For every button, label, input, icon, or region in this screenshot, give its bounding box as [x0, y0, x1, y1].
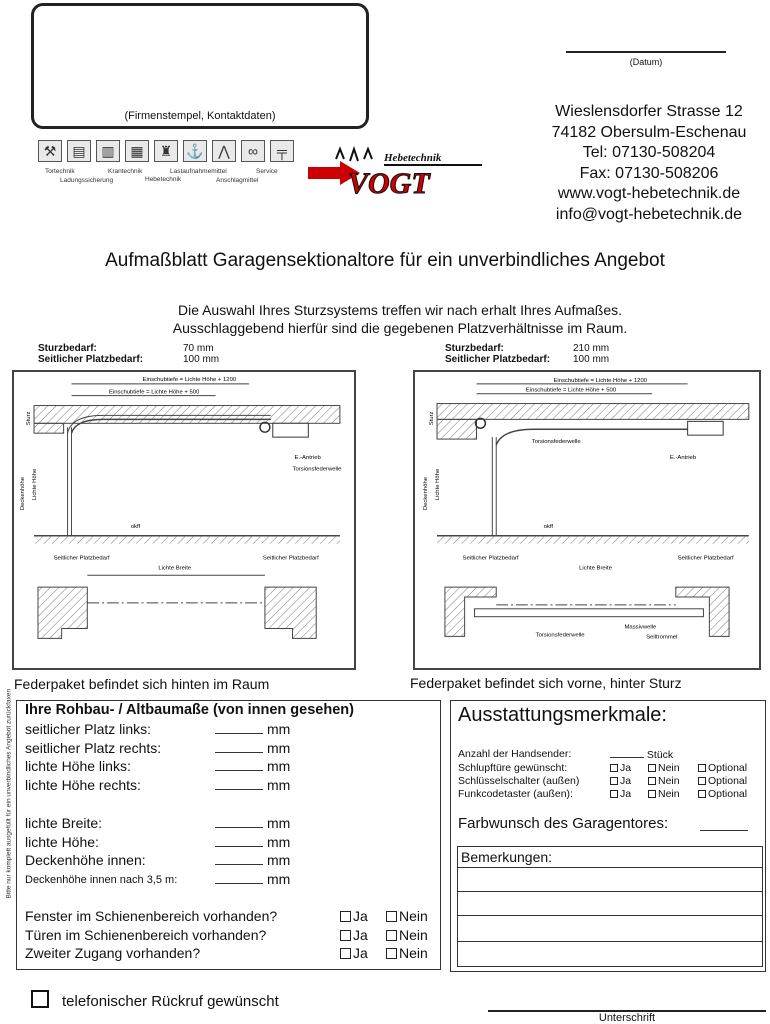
remarks-line	[458, 941, 762, 942]
caption-front-spring: Federpaket befindet sich vorne, hinter Sturz	[410, 675, 682, 691]
category-tortechnik: Tortechnik	[45, 168, 75, 175]
feature-nein[interactable]	[648, 788, 680, 800]
measure-row	[25, 834, 99, 850]
nein-label: Nein	[658, 762, 680, 774]
question-access: Zweiter Zugang vorhanden?	[25, 945, 201, 961]
einschub-1200-right: Einschubtiefe = Lichte Höhe + 1200	[553, 377, 648, 384]
checkbox[interactable]	[386, 930, 397, 941]
company-address	[530, 102, 768, 225]
category-krantechnik: Krantechnik	[108, 168, 143, 175]
right-platz-value: 100 mm	[573, 354, 610, 365]
address-city: 74182 Obersulm-Eschenau	[551, 123, 747, 141]
category-hebetechnik: Hebetechnik	[145, 176, 182, 183]
signature-caption: Unterschrift	[598, 1012, 656, 1024]
label-seitlich-right: Seitlicher Platzbedarf	[262, 555, 319, 562]
label-okff-right: okff	[543, 523, 554, 530]
feature-optional[interactable]	[698, 775, 747, 787]
feature-row-label: Schlupftüre gewünscht:	[458, 762, 568, 774]
checkbox[interactable]	[340, 911, 351, 922]
stueck-label: Stück	[646, 749, 674, 761]
question-window: Fenster im Schienenbereich vorhanden?	[25, 908, 278, 924]
left-sturz-value: 70 mm	[183, 343, 214, 354]
hoist-icon: ♜	[154, 140, 178, 162]
label-e-antrieb: E.-Antrieb	[294, 454, 321, 461]
logo-big-text: VOGT	[348, 167, 430, 195]
remarks-line	[458, 891, 762, 892]
ja-label: Ja	[620, 788, 632, 800]
intro-text	[0, 301, 770, 337]
measure-row	[25, 815, 102, 831]
checkbox[interactable]	[386, 948, 397, 959]
chain-icon: ∞	[241, 140, 265, 162]
einschub-1200: Einschubtiefe = Lichte Höhe + 1200	[142, 376, 237, 383]
garage-door-icon: ▥	[96, 140, 120, 162]
left-sturz-label: Sturzbedarf:	[38, 343, 97, 354]
unit-mm: mm	[267, 815, 291, 831]
right-platz-label: Seitlicher Platzbedarf:	[445, 354, 551, 365]
company-stamp-field[interactable]	[31, 3, 369, 129]
label-deckenhoehe: Deckenhöhe	[20, 476, 27, 511]
left-platz-value: 100 mm	[183, 354, 220, 365]
measure-label: seitlicher Platz rechts:	[25, 740, 162, 756]
optional-label: Optional	[708, 775, 748, 787]
feature-ja[interactable]	[610, 775, 631, 787]
farbwunsch-label: Farbwunsch des Garagentores:	[458, 815, 669, 832]
nein-label: Nein	[658, 775, 680, 787]
measure-row	[25, 777, 141, 793]
lifting-beam-icon: ╤	[270, 140, 294, 162]
unit-mm: mm	[267, 852, 291, 868]
measure-label: lichte Breite:	[25, 815, 103, 831]
measure-label: seitlicher Platz links:	[25, 721, 152, 737]
page-title: Aufmaßblatt Garagensektionaltore für ein unverbindliches Angebot	[105, 250, 665, 271]
einschub-500-right: Einschubtiefe = Lichte Höhe + 500	[525, 387, 617, 394]
measure-row	[25, 721, 151, 737]
checkbox[interactable]	[648, 777, 656, 785]
label-lichte-hoehe: Lichte Höhe	[31, 468, 38, 501]
optional-label: Optional	[708, 788, 748, 800]
address-email: info@vogt-hebetechnik.de	[555, 205, 743, 223]
measure-row	[25, 740, 161, 756]
measure-label: Deckenhöhe innen nach 3,5 m:	[25, 874, 178, 886]
measures-heading: Ihre Rohbau- / Altbaumaße (von innen gesehen)	[25, 702, 354, 718]
ja-label: Ja	[620, 762, 632, 774]
checkbox[interactable]	[610, 790, 618, 798]
features-heading: Ausstattungsmerkmale:	[458, 704, 667, 726]
feature-nein[interactable]	[648, 762, 680, 774]
unit-mm: mm	[267, 834, 291, 850]
ja-label: Ja	[620, 775, 632, 787]
nein-label: Nein	[658, 788, 680, 800]
label-torsion-right: Torsionsfederwelle	[531, 439, 581, 446]
remarks-line	[458, 867, 762, 868]
torsion-spring-icon	[260, 422, 270, 432]
measure-input[interactable]	[215, 758, 290, 774]
ja-label: Ja	[353, 945, 368, 961]
nein-label: Nein	[399, 908, 428, 924]
ceiling-hatch	[34, 406, 340, 424]
left-spec	[38, 343, 220, 365]
label-seitlich-left-right: Seitlicher Platzbedarf	[462, 555, 519, 562]
unit-mm: mm	[267, 871, 291, 887]
question-doors-ja[interactable]	[340, 927, 368, 943]
checkbox[interactable]	[648, 764, 656, 772]
label-seiltrommel: Seiltrommel	[646, 634, 678, 641]
intro-line-2: Ausschlaggebend hierfür sind die gegebenen Platzverhältnisse im Raum.	[172, 320, 628, 336]
stamp-caption: (Firmenstempel, Kontaktdaten)	[124, 110, 276, 122]
label-seitlich-right-right: Seitlicher Platzbedarf	[677, 555, 734, 562]
measure-row	[25, 758, 131, 774]
unit-mm: mm	[267, 721, 291, 737]
measure-input[interactable]	[215, 871, 290, 887]
measure-input[interactable]	[215, 777, 290, 793]
hook-icon: ⚓	[183, 140, 207, 162]
e-antrieb-box	[273, 423, 309, 437]
logo-small-text: Hebetechnik	[384, 152, 442, 164]
feature-optional[interactable]	[698, 762, 747, 774]
feature-row-label: Funkcodetaster (außen):	[458, 788, 573, 800]
address-tel: Tel: 07130-508204	[582, 144, 716, 161]
label-e-antrieb-right: E.-Antrieb	[669, 454, 697, 461]
remarks-field[interactable]	[457, 846, 763, 967]
checkbox[interactable]	[340, 930, 351, 941]
question-access-nein[interactable]	[386, 945, 428, 961]
label-sturz: Sturz	[26, 411, 33, 426]
address-web: www.vogt-hebetechnik.de	[557, 185, 741, 202]
date-caption: (Datum)	[629, 57, 663, 67]
measure-input[interactable]	[215, 834, 290, 850]
category-anschlagmittel: Anschlagmittel	[216, 177, 259, 184]
label-lichte-breite-right: Lichte Breite	[579, 565, 612, 572]
farbwunsch-input[interactable]	[700, 830, 748, 831]
label-massivwelle: Massivwelle	[624, 624, 657, 631]
right-sturz-value: 210 mm	[573, 343, 610, 354]
feature-ja[interactable]	[610, 762, 631, 774]
caption-rear-spring: Federpaket befindet sich hinten im Raum	[14, 676, 270, 692]
unit-mm: mm	[267, 740, 291, 756]
right-sturz-label: Sturzbedarf:	[445, 343, 504, 354]
optional-label: Optional	[708, 762, 748, 774]
label-okff: okff	[130, 523, 141, 530]
right-spec	[445, 343, 610, 365]
checkbox[interactable]	[698, 790, 706, 798]
feature-optional[interactable]	[698, 788, 747, 800]
callback-checkbox[interactable]	[31, 990, 49, 1008]
checkbox[interactable]	[698, 777, 706, 785]
feature-nein[interactable]	[648, 775, 680, 787]
ja-label: Ja	[353, 927, 368, 943]
diagram-front-spring	[413, 370, 761, 670]
question-window-ja[interactable]	[340, 908, 368, 924]
label-lichte-hoehe-right: Lichte Höhe	[435, 468, 441, 501]
checkbox[interactable]	[698, 764, 706, 772]
category-ladungssicherung: Ladungssicherung	[60, 177, 114, 184]
question-access-ja[interactable]	[340, 945, 368, 961]
address-fax: Fax: 07130-508206	[579, 164, 719, 182]
address-street: Wieslensdorfer Strasse 12	[555, 103, 743, 120]
nein-label: Nein	[399, 927, 428, 943]
floor-hatch	[34, 536, 340, 544]
checkbox[interactable]	[648, 790, 656, 798]
feature-ja[interactable]	[610, 788, 631, 800]
measure-input[interactable]	[215, 852, 290, 868]
fax-note-vertical: Bitte nur komplett ausgefüllt für ein unverbindliches Angebot zurückfaxen	[5, 688, 13, 899]
measure-label: lichte Höhe links:	[25, 758, 131, 774]
handsender-label: Anzahl der Handsender:	[458, 748, 572, 760]
checkbox[interactable]	[340, 948, 351, 959]
measure-input[interactable]	[215, 721, 290, 737]
left-platz-label: Seitlicher Platzbedarf:	[38, 354, 144, 365]
question-window-nein[interactable]	[386, 908, 428, 924]
label-lichte-breite: Lichte Breite	[158, 565, 192, 572]
remarks-line	[458, 915, 762, 916]
unit-mm: mm	[267, 758, 291, 774]
intro-line-1: Die Auswahl Ihres Sturzsystems treffen wir nach erhalt Ihres Aufmaßes.	[177, 302, 623, 318]
crane-icon: ▦	[125, 140, 149, 162]
label-torsion-bottom: Torsionsfederwelle	[535, 632, 585, 639]
sling-icon: ⋀	[212, 140, 236, 162]
ja-label: Ja	[353, 908, 368, 924]
measure-row	[25, 852, 146, 868]
label-seitlich-left: Seitlicher Platzbedarf	[53, 555, 110, 562]
einschub-500: Einschubtiefe = Lichte Höhe + 500	[109, 389, 200, 396]
checkbox[interactable]	[610, 764, 618, 772]
measure-input[interactable]	[215, 740, 290, 756]
remarks-label: Bemerkungen:	[461, 849, 553, 865]
tool-icon: ⚒	[38, 140, 62, 162]
unit-mm: mm	[267, 777, 291, 793]
diagram-rear-spring	[12, 370, 356, 670]
checkbox[interactable]	[610, 777, 618, 785]
measure-label: lichte Höhe rechts:	[25, 777, 141, 793]
gate-icon: ▤	[67, 140, 91, 162]
sturz-block	[34, 423, 64, 433]
label-torsion: Torsionsfederwelle	[292, 466, 342, 473]
category-lastaufnahmemittel: Lastaufnahmemittel	[170, 168, 227, 175]
question-doors: Türen im Schienenbereich vorhanden?	[25, 927, 267, 943]
nein-label: Nein	[399, 945, 428, 961]
question-doors-nein[interactable]	[386, 927, 428, 943]
handsender-input[interactable]	[610, 748, 673, 761]
callback-label: telefonischer Rückruf gewünscht	[62, 993, 279, 1010]
vogt-logo	[300, 137, 485, 195]
measure-label: Deckenhöhe innen:	[25, 852, 146, 868]
measure-label: lichte Höhe:	[25, 834, 99, 850]
label-deckenhoehe-right: Deckenhöhe	[423, 476, 430, 511]
measure-input[interactable]	[215, 815, 290, 831]
label-sturz-right: Sturz	[429, 411, 436, 426]
checkbox[interactable]	[386, 911, 397, 922]
feature-row-label: Schlüsselschalter (außen)	[458, 775, 580, 787]
category-service: Service	[256, 168, 278, 175]
date-field-line[interactable]	[566, 51, 726, 53]
measure-row-small	[25, 874, 177, 886]
